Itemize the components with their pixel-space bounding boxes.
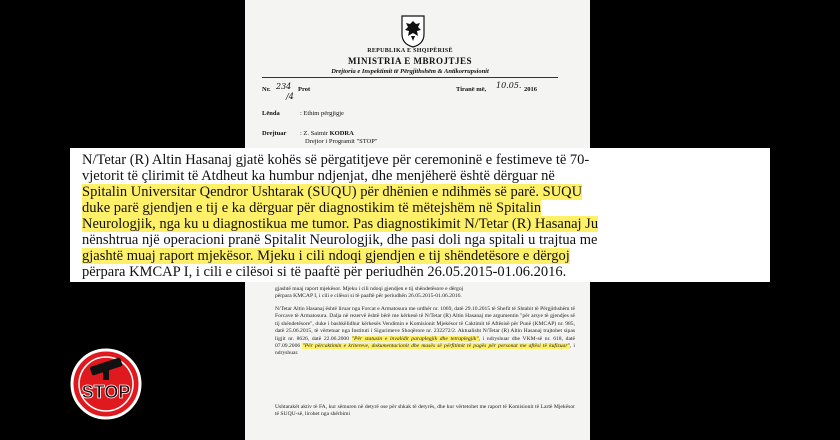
excerpt-line-1: N/Tetar (R) Altin Hasanaj gjatë kohës së përgatitjeve për ceremoninë e festimeve të 70- — [82, 152, 590, 168]
doc-para-b-vkm-title: "Për përcaktimin e kritereve, dokumentacionit dhe masës së përfitimit të pagës për personat me aftësi të kufizuar" — [302, 343, 570, 350]
excerpt-line-5: Neurologjik, nga ku u diagnostikua me tumor. Pas diagnostikimit N/Tetar (R) Hasanaj Ju — [82, 216, 599, 232]
excerpt-line-7: gjashtë muaj raport mjekësor. Mjeku i cili ndoqi gjendjen e tij shëndetësore e dërgoj — [82, 248, 570, 264]
date-value: 10.05. — [496, 81, 522, 90]
doc-line-a2: përpara KMCAP I, i cili e cilësoi si të paaftë për periudhën 26.05.2015-01.06.2016. — [275, 293, 462, 300]
directorate-heading: Drejtoria e Inspektimit të Përgjithshëm & Antikorrupsionit — [331, 68, 489, 75]
addressee-prefix: : Z. Saimir — [300, 130, 328, 137]
nr-value: 234 — [276, 82, 292, 91]
excerpt-line-6: nënshtrua një operacioni pranë Spitalit Neurologjik, dhe pasi doli nga spitali u trajtua me — [82, 232, 598, 248]
doc-para-c-text: Ushtarakët aktiv të FA, kur sëmuren në detyrë ose për shkak të detyrës, dhe kur vërtetohet me raport të Komisionit të Lartë Mjekësor të SUQU-së, lirohet nga shërbimi — [275, 404, 575, 418]
republic-heading: REPUBLIKA E SHQIPËRISË — [367, 48, 453, 54]
doc-para-b-end: , i ndryshuar. — [275, 343, 575, 357]
nr-label: Nr. — [262, 86, 271, 93]
albania-eagle-emblem-icon — [398, 14, 428, 48]
doc-para-b-text: N/Tetar Altin Hasanaj është liruar nga Forcat e Armatosura me urdhër nr. 1069, datë 29.10.2015 të Shefit të Shtabit të Përgjithshëm të Forcave të Armatosura. Dalja në rezervë është bërë me kërkesë të N/Tetar (R) Altin Hasanaj me argumentin "për arsye të gjendjes së tij shëndetësore", duke i bashkëlidhur kërkesës Vendimin e Komisionit Mjekësor të Caktimit të Aftësisë për Punë (KMCAP) nr. 985, datë 25.06.2015, të vërtetuar nga Instituti i Sigurimeve Shoqërore nr. 232272/2. Aktualisht N/Tetar (R) Altin Hasanaj trajtohet sipas ligjit nr. 8626, datë 22.06.2000 — [275, 306, 575, 342]
date-year: 2016 — [524, 86, 537, 93]
excerpt-line-8: përpara KMCAP I, i cili e cilësoi si të paaftë për periudhën 26.05.2015-01.06.2016. — [82, 264, 567, 280]
addressee-name — [300, 130, 354, 137]
ministry-heading: MINISTRIA E MBROJTJES — [347, 56, 473, 66]
doc-para-b-law-title: "Për statusin e invalidit paraplegjik dhe tetraplegjik" — [351, 335, 479, 342]
excerpt-line-2: vjetorit të çlirimit të Atdheut ka humbur ndjenjat, dhe menjëherë është dërguar në — [82, 168, 555, 184]
nr-subvalue: /4 — [286, 92, 294, 101]
place-date-label: Tiranë më, — [456, 86, 487, 93]
subject-value: : Ethim përgjigje — [300, 110, 344, 117]
stop-program-logo — [70, 348, 142, 420]
excerpt-line-3: Spitalin Universitar Qendror Ushtarak (SUQU) për dhënien e ndihmës së parë. SUQU — [82, 184, 583, 200]
document-paragraph-c — [275, 404, 575, 419]
doc-line-a1: gjashtë muaj raport mjekësor. Mjeku i cili ndoqi gjendjen e tij shëndetësore e dërgoj — [275, 286, 464, 292]
prot-label: Prot — [298, 86, 311, 93]
addressee-label: Drejtuar — [262, 130, 287, 137]
header-divider — [262, 77, 558, 78]
logo-text: STOP — [81, 382, 131, 402]
doc-para-b-mid: , i ndryshuar dhe VKM-së nr. 618, datë 07.09.2006 — [275, 335, 575, 350]
addressee-surname: KODRA — [329, 130, 354, 137]
document-paragraph-a — [275, 286, 575, 301]
excerpt-line-4: duke parë gjendjen e tij e ka dërguar për diagnostikim të mëtejshëm në Spitalin — [82, 200, 542, 216]
document-paragraph-b — [275, 306, 575, 358]
addressee-role: Drejtor i Programit "STOP" — [305, 138, 378, 145]
subject-label: Lënda — [262, 110, 280, 117]
